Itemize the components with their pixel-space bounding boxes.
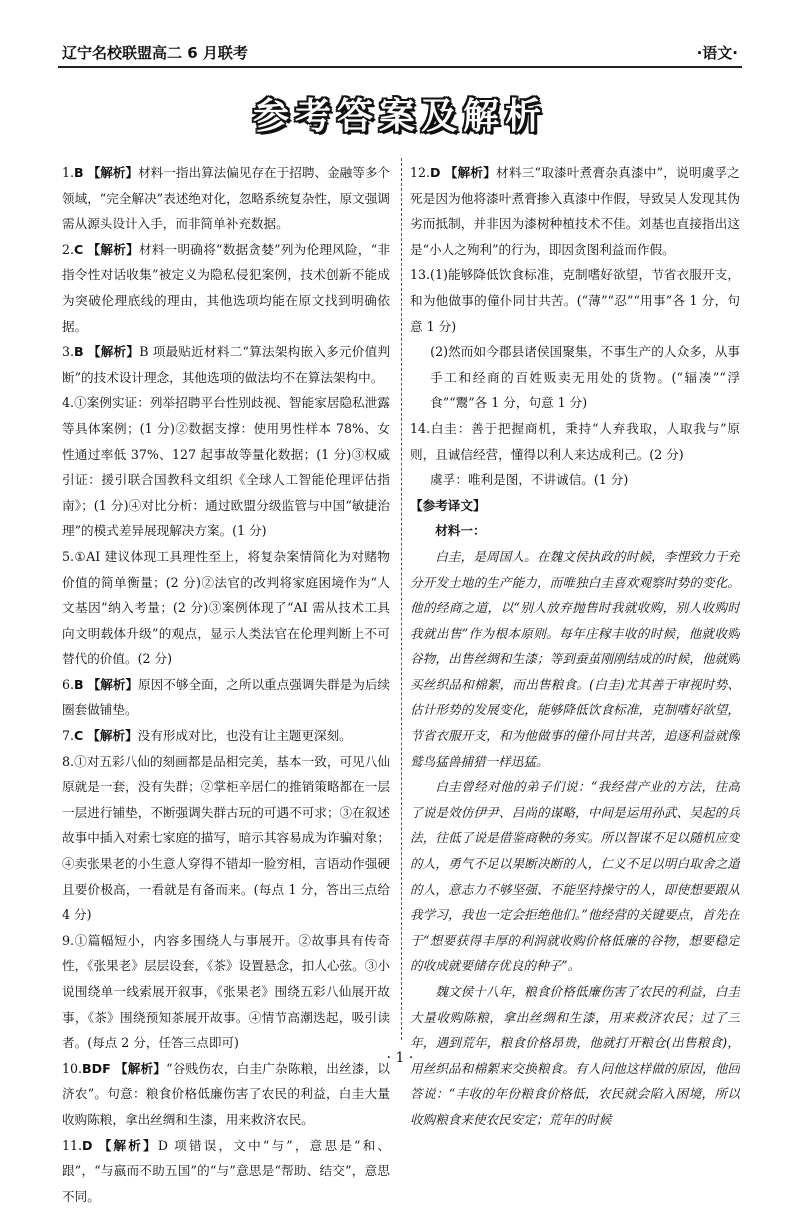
header-divider [58, 66, 742, 68]
page-number: · 1 · [386, 1050, 414, 1066]
answer-item-2: 2.C 【 解析 】 材料一明确将“数据贪婪”列为伦理风险，“非指令性对话收集”被定义为隐私侵犯案例，技术创新不能成为突破伦理底线的理由，其他选项均能在原文找到明确依据。 [62, 237, 390, 339]
translation-paragraph: 白圭曾经对他的弟子们说：“我经营产业的方法，往高了说是效仿伊尹、吕尚的谋略，中间是运用孙武、吴起的兵法，往低了说是借鉴商鞅的务实。所以智谋不足以随机应变的人，勇气不足以果断决断的人，仁义不足以明白取舍之道的人，意志力不够坚强、不能坚持操守的人，即使想要跟从我学习，我也一定会拒绝他们。”他经营的关键要点，首先在于“想要获得丰厚的利润就收购价格低廉的谷物，想要稳定的收成就要储存优良的种子”。 [410, 779, 740, 974]
answer-item-8: 8.①对五彩八仙的刻画都是品相完美，基本一致，可见八仙原就是一套，没有失群；②掌柜辛居仁的推销策略都在一层一层进行铺垫，不断强调失群古玩的可遇不可求；③在叙述故事中插入对索七家庭的描写，暗示其容易成为诈骗对象；④卖张果老的小生意人穿得不错却一脸穷相，言语动作强硬且要价极高，一看就是有备而来。(每点 1 分，答出三点给 4 分) [62, 753, 390, 923]
answer-item-7: 7.C 【 解析 】 没有形成对比，也没有让主题更深刻。 [62, 723, 390, 749]
answer-item-1: 1.B 【 解析 】 材料一指出算法偏见存在于招聘、金融等多个领域，“完全解决”表述绝对化，忽略系统复杂性，原文强调需从源头设计入手，而非简单补充数据。 [62, 160, 390, 237]
answer-item-12: 12.D 【 解析 】 材料三“取漆叶煮膏杂真漆中”，说明虞孚之死是因为他将漆叶煮膏掺入真漆中作假，导致吴人发现其伪劣而抵制，并非因为漆树种植技术不佳。刘基也直接指出这是“小人之殉利”的行为，即因贪图利益而作假。 [410, 160, 740, 262]
right-column [410, 160, 740, 1133]
translation-paragraph: 白圭，是周国人。在魏文侯执政的时候，李悝致力于充分开发土地的生产能力，而唯独白圭喜欢观察时势的变化。他的经商之道，以“别人放弃抛售时我就收购，别人收购时我就出售”作为根本原则。每年庄稼丰收的时候，他就收购谷物，出售丝绸和生漆；等到蚕茧刚刚结成的时候，他就购买丝织品和棉絮，而出售粮食。(白圭)尤其善于审视时势、估计形势的发展变化，能够降低饮食标准，克制嗜好欲望，节省衣服开支，和为他做事的僮仆同甘共苦，追逐利益就像鹫鸟猛兽捕猎一样迅猛。 [410, 548, 740, 769]
answer-item-3: 3.B 【 解析 】 B 项最贴近材料二“算法架构嵌入多元价值判断”的技术设计理念，其他选项的做法均不在算法架构中。 [62, 339, 390, 390]
page-title: 参考答案及解析 [252, 96, 547, 137]
column-divider [401, 158, 402, 1040]
answer-item-10: 10.BDF 【 解析 】 “谷贱伤农，白圭广杂陈粮，出丝漆，以济农”。句意：粮食价格低廉伤害了农民的利益，白圭大量收购陈粮，拿出丝绸和生漆，用来救济农民。 [62, 1056, 390, 1133]
translation-paragraph: 魏文侯十八年，粮食价格低廉伤害了农民的利益，白圭大量收购陈粮，拿出丝绸和生漆，用来救济农民；过了三年，遇到荒年，粮食价格昂贵，他就打开粮仓(出售粮食)，用丝织品和棉絮来交换粮食。有人问他这样做的原因，他回答说：“丰收的年份粮食价格低，农民就会陷入困境，所以收购粮食来使农民安定；荒年的时候 [410, 984, 740, 1127]
translation-section-label: 【 参考译文 】 [410, 493, 740, 519]
exam-name: 辽宁名校联盟高二 6 月联考 [62, 44, 248, 62]
answer-item-14: 14.白圭：善于把握商机，秉持“人弃我取，人取我与”原则，且诚信经营，懂得以利人来达成利己。(2 分) [410, 420, 740, 462]
answer-item-13: 13.(1)能够降低饮食标准，克制嗜好欲望，节省衣服开支，和为他做事的僮仆同甘共苦。(“薄”“忍”“用事”各 1 分，句意 1 分) [410, 267, 740, 334]
answer-item-5: 5.①AI 建议体现工具理性至上，将复杂案情简化为对赌物价值的简单衡量；(2 分)②法官的改判将家庭困境作为“人文基因”纳入考量；(2 分)③案例体现了“AI 需从技术工具向文明载体升级”的观点，显示人类法官在伦理判断上不可替代的价值。(2 分) [62, 548, 390, 667]
answer-item-11: 11.D 【 解析 】 D 项错误，文中“与”，意思是“和、跟”，“与嬴而不助五国”的“与”意思是“帮助、结交”，意思不同。 [62, 1133, 390, 1209]
answer-item-14-part2: 虞孚：唯利是图，不讲诚信。(1 分) [430, 472, 629, 488]
page-header [58, 36, 742, 66]
answer-item-13-part2: (2)然而如今郡县诸侯国聚集，不事生产的人众多，从事手工和经商的百姓贩卖无用处的货物。(“辐凑”“浮食”“鬻”各 1 分，句意 1 分) [430, 344, 740, 411]
answer-item-4: 4.①案例实证：列举招聘平台性别歧视、智能家居隐私泄露等具体案例；(1 分)②数据支撑：使用男性样本 78%、女性通过率低 37%、127 起事故等量化数据；(1 分)③权威引证：援引联合国教科文组织《全球人工智能伦理评估指南》；(1 分)④对比分析：通过欧盟分级监管与中国“敏捷治理”的模式差异展现解决方案。(1 分) [62, 395, 390, 539]
subject-label: ·语文· [696, 44, 738, 62]
answer-item-6: 6.B 【 解析 】 原因不够全面，之所以重点强调失群是为后续圈套做铺垫。 [62, 672, 390, 723]
answer-item-9: 9.①篇幅短小，内容多围绕人与事展开。②故事具有传奇性，《张果老》层层设套，《茶》设置悬念，扣人心弦。③小说围绕单一线索展开叙事，《张果老》围绕五彩八仙展开故事，《茶》围绕预知茶展开故事。④情节高潮迭起，吸引读者。(每点 2 分，任答三点即可) [62, 932, 390, 1051]
translation-subhead: 材料一： [435, 523, 486, 539]
